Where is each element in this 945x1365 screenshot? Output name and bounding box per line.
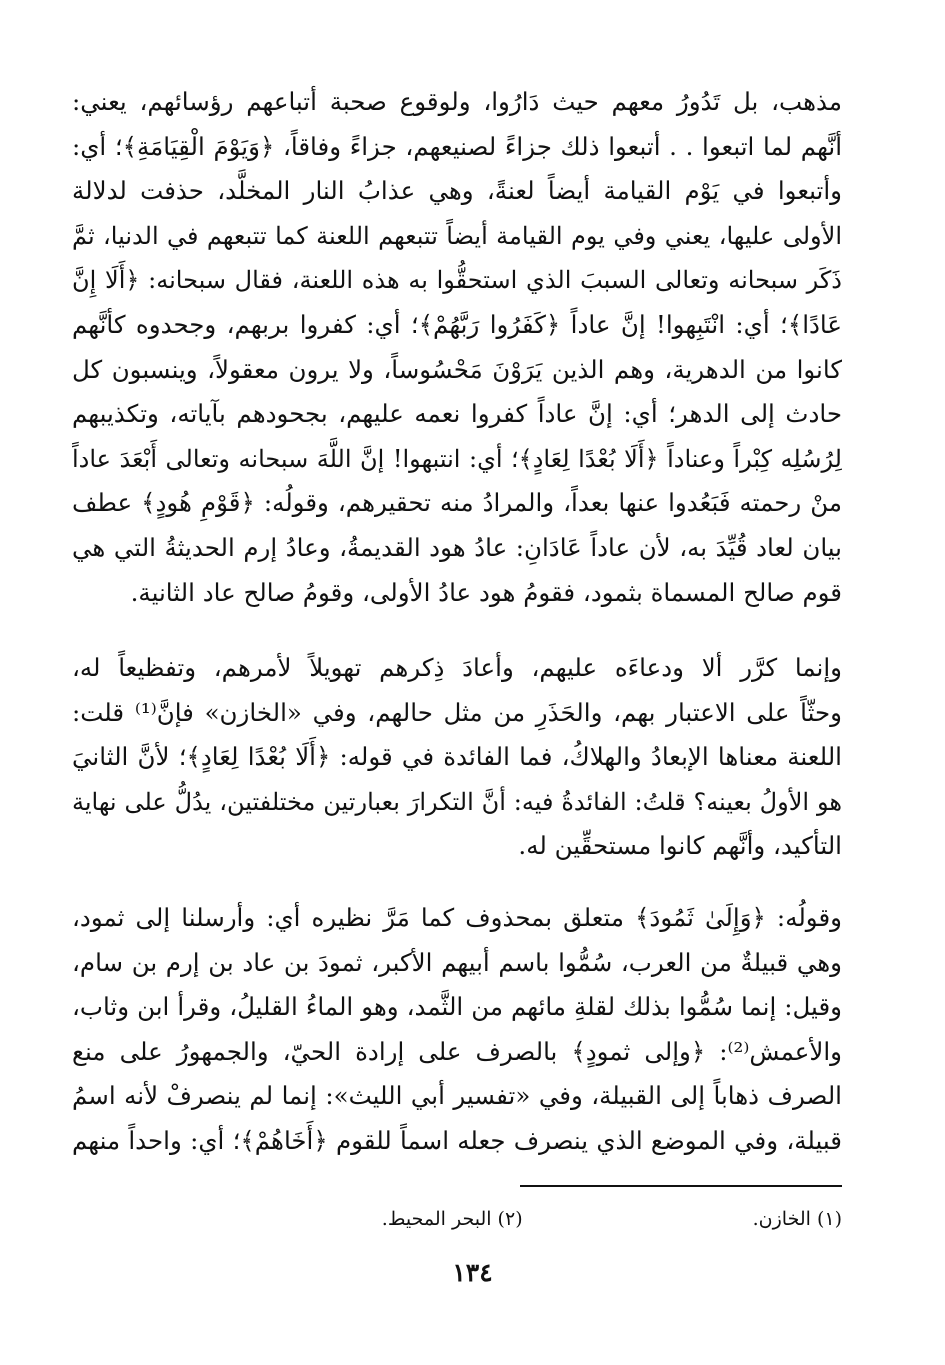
text-line: اللعنة معناها الإبعادُ والهلاكُ، فما الفائدة في قوله: ﴿أَلَا بُعْدًا لِعَادٍ﴾؛ لأنَّ الثانيَ <box>72 742 842 772</box>
text-line: التأكيد، وأنَّهم كانوا مستحقِّين له. <box>518 831 842 861</box>
text-line: الصرف ذهاباً إلى القبيلة، وفي «تفسير أبي الليث»: إنما لم ينصرفْ لأنه اسمُ <box>72 1081 842 1111</box>
paragraph-1 <box>72 80 842 615</box>
text-line: وحثّاً على الاعتبار بهم، والحَذَرِ من مثل حالهم، وفي «الخازن» فإنَّ⁽¹⁾ قلت: <box>72 697 842 727</box>
footnotes <box>72 1204 842 1234</box>
text-line: وإنما كرَّر ألا ودعاءَه عليهم، وأعادَ ذِكرهم تهويلاً لأمرهم، وتفظيعاً له، <box>72 653 842 682</box>
text-line: مذهب، بل تَدُورُ معهم حيث دَارُوا، ولوقوع صحبة أتباعهم رؤسائهم، يعني: <box>72 87 842 116</box>
text-line: حادث إلى الدهر؛ أي: إنَّ عاداً كفروا نعمه عليهم، بجحودهم بآياته، وتكذيبهم <box>72 399 842 429</box>
text-line: الأولى عليها، يعني وفي يوم القيامة أيضاً تتبعهم اللعنة كما تتبعهم في الدنيا، ثمَّ <box>72 221 842 250</box>
text-line: لِرُسُلِه كِبْراً وعناداً ﴿أَلَا بُعْدًا لِعَادٍ﴾؛ أي: انتبهوا! إنَّ اللَّهَ سبحانه وتعالى أَبْعَدَ عاداً <box>72 444 842 473</box>
text-line: منْ رحمته فَبَعُدوا عنها بعداً، والمرادُ منه تحقيرهم، وقولُه: ﴿قَوْمِ هُودٍ﴾ عطف <box>72 488 842 518</box>
text-line: وقيل: إنما سُمُّوا بذلك لقلةِ مائهم من الثَّمد، وهو الماءُ القليلُ، وقرأ ابن وثاب، <box>72 992 842 1022</box>
text-line: ذَكَر سبحانه وتعالى السببَ الذي استحقُّوا به هذه اللعنة، فقال سبحانه: ﴿أَلَا إِنَّ <box>72 266 842 295</box>
footnote-1: (١) الخازن. <box>752 1208 842 1230</box>
text-line: وقولُه: ﴿وَإِلَىٰ ثَمُودَ﴾ متعلق بمحذوف كما مَرَّ نظيره أي: وأرسلنا إلى ثمود، <box>72 903 842 932</box>
text-line: بيان لعاد قُيِّدَ به، لأن عاداً عَادَانِ: عادُ هود القديمةُ، وعادُ إرم الحديثةُ التي هي <box>72 532 842 562</box>
page-number: ١٣٤ <box>452 1258 493 1287</box>
text-line: أنَّهم لما اتبعوا . . أتبعوا ذلك جزاءً لصنيعهم، جزاءً وفاقاً، ﴿وَيَوْمَ الْقِيَامَةِ﴾؛ أي: <box>72 131 842 161</box>
paragraph-2 <box>72 646 842 869</box>
text-line: هو الأولُ بعينه؟ قلتُ: الفائدةُ فيه: أنَّ التكرارَ بعبارتين مختلفتين، يدُلُّ على نهاية <box>72 787 842 816</box>
text-line: وأتبعوا في يَوْم القيامة أيضاً لعنةً، وهي عذابُ النار المخلَّد، حذفت لدلالة <box>72 176 842 206</box>
text-line: وهي قبيلةٌ من العرب، سُمُّوا باسم أبيهم الأكبر، ثمودَ بن عاد بن إرم بن سام، <box>72 947 842 977</box>
text-line: والأعمش⁽²⁾: ﴿وإلى ثمودٍ﴾ بالصرف على إرادة الحيّ، والجمهورُ على منع <box>72 1036 842 1066</box>
footnote-2: (٢) البحر المحيط. <box>381 1208 523 1230</box>
text-line: قوم صالح المسماة بثمود، فقومُ هود عادُ الأولى، وقومُ صالح عاد الثانية. <box>130 577 842 607</box>
text-line: عَادًا﴾؛ أي: انْتَبِهوا! إنَّ عاداً ﴿كَفَرُوا رَبَّهُمْ﴾؛ أي: كفروا بربهم، وجحدوه كأنَّهم <box>72 309 842 339</box>
footnote-separator <box>520 1185 842 1187</box>
text-line: كانوا من الدهرية، وهم الذين يَرَوْنَ مَحْسُوساً، ولا يرون معقولاً، وينسبون كل <box>72 354 842 384</box>
text-line: قبيلة، وفي الموضع الذي ينصرف جعله اسماً للقوم ﴿أَخَاهُمْ﴾؛ أي: واحداً منهم <box>72 1125 842 1155</box>
paragraph-3 <box>72 896 842 1164</box>
